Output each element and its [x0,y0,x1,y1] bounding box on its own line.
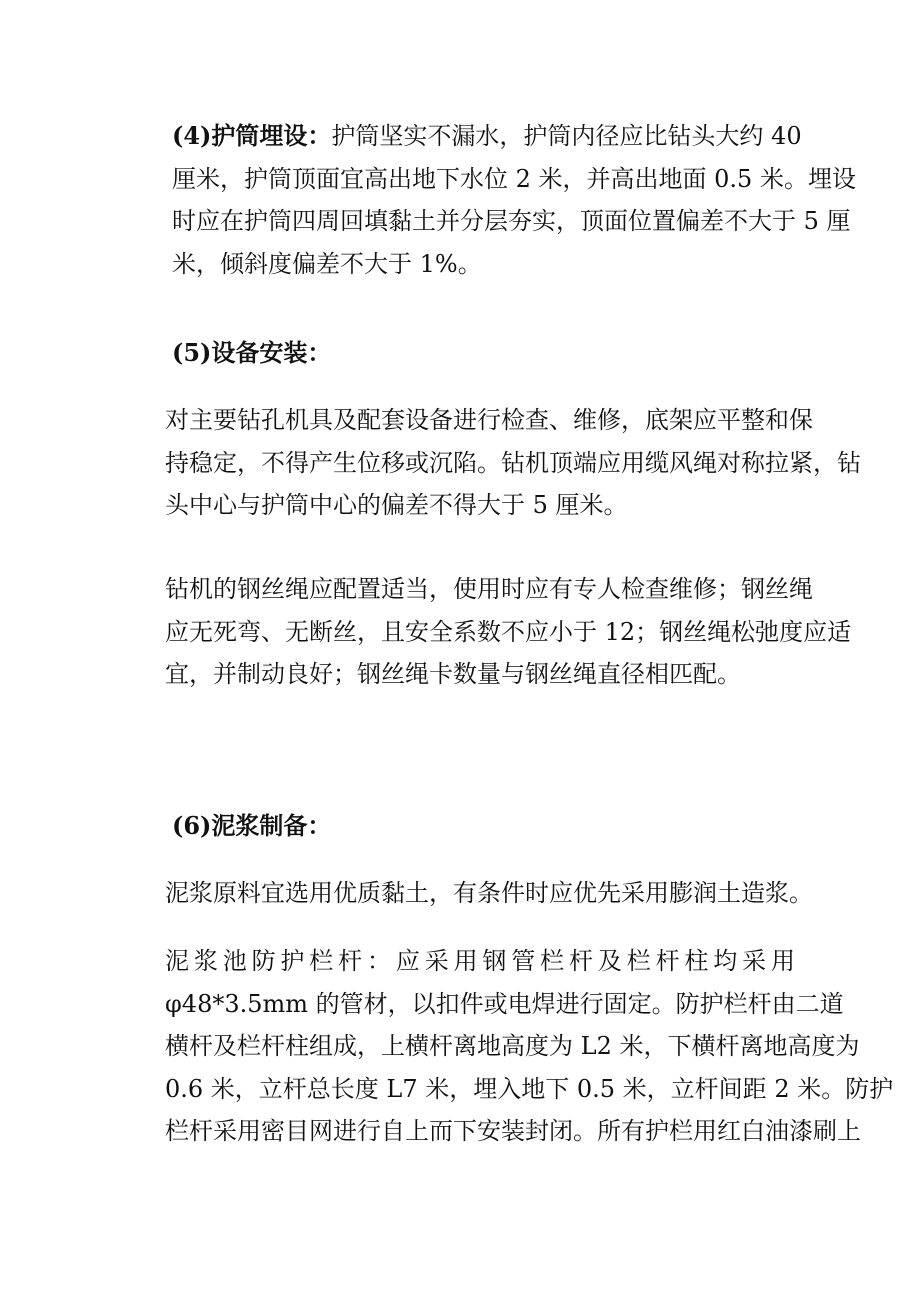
section-4-text-1: 护筒坚实不漏水，护筒内径应比钻头大约 40 [331,122,802,150]
section-5-heading [172,332,802,375]
section-5-p2-line-1: 钻机的钢丝绳应配置适当，使用时应有专人检查维修；钢丝绳 [165,575,813,603]
section-5-p2-line-3: 宜，并制动良好；钢丝绳卡数量与钢丝绳直径相匹配。 [165,660,741,688]
section-6-p2-line-1: 泥浆池防护栏杆：应采用钢管栏杆及栏杆柱均采用 [165,947,795,975]
section-5-p2-line-2: 应无死弯、无断丝，且安全系数不应小于 12；钢丝绳松弛度应适 [165,617,852,646]
section-6-heading [172,805,802,848]
section-5-paragraph-1 [165,399,861,527]
section-5-p1-line-1: 对主要钻孔机具及配套设备进行检查、维修，底架应平整和保 [165,406,813,434]
section-5-p1-line-3: 头中心与护筒中心的偏差不得大于 5 厘米。 [165,491,628,519]
section-6-p2-line-3: 横杆及栏杆柱组成，上横杆离地高度为 L2 米，下横杆离地高度为 [165,1032,860,1060]
section-4-line-4: 米，倾斜度偏差不大于 1%。 [172,249,482,278]
section-4-paragraph [172,115,856,285]
section-6-p1-line-1: 泥浆原料宜选用优质黏土，有条件时应优先采用膨润土造浆。 [165,879,813,907]
section-4-line-3: 时应在护筒四周回填黏土并分层夯实，顶面位置偏差不大于 5 厘 [172,207,851,235]
section-4-line-2: 厘米，护筒顶面宜高出地下水位 2 米，并高出地面 0.5 米。埋设 [172,164,856,193]
section-6-p2-line-4: 0.6 米，立杆总长度 L7 米，埋入地下 0.5 米，立杆间距 2 米。防护 [165,1074,894,1103]
section-5-p1-line-2: 持稳定，不得产生位移或沉陷。钻机顶端应用缆风绳对称拉紧，钻 [165,448,861,477]
section-5-paragraph-2 [165,568,852,696]
section-6-paragraph-2 [165,940,894,1153]
section-6-heading-label: (6)泥浆制备： [172,811,332,840]
section-5-heading-label: (5)设备安装： [172,338,332,367]
section-4-heading: (4)护筒埋设： [172,121,332,150]
section-6-p2-line-2: φ48*3.5mm 的管材，以扣件或电焊进行固定。防护栏杆由二道 [165,989,844,1018]
section-4-line-1 [172,115,802,158]
section-6-p2-line-5: 栏杆采用密目网进行自上而下安装封闭。所有护栏用红白油漆刷上 [165,1117,861,1145]
section-6-paragraph-1 [165,872,813,915]
